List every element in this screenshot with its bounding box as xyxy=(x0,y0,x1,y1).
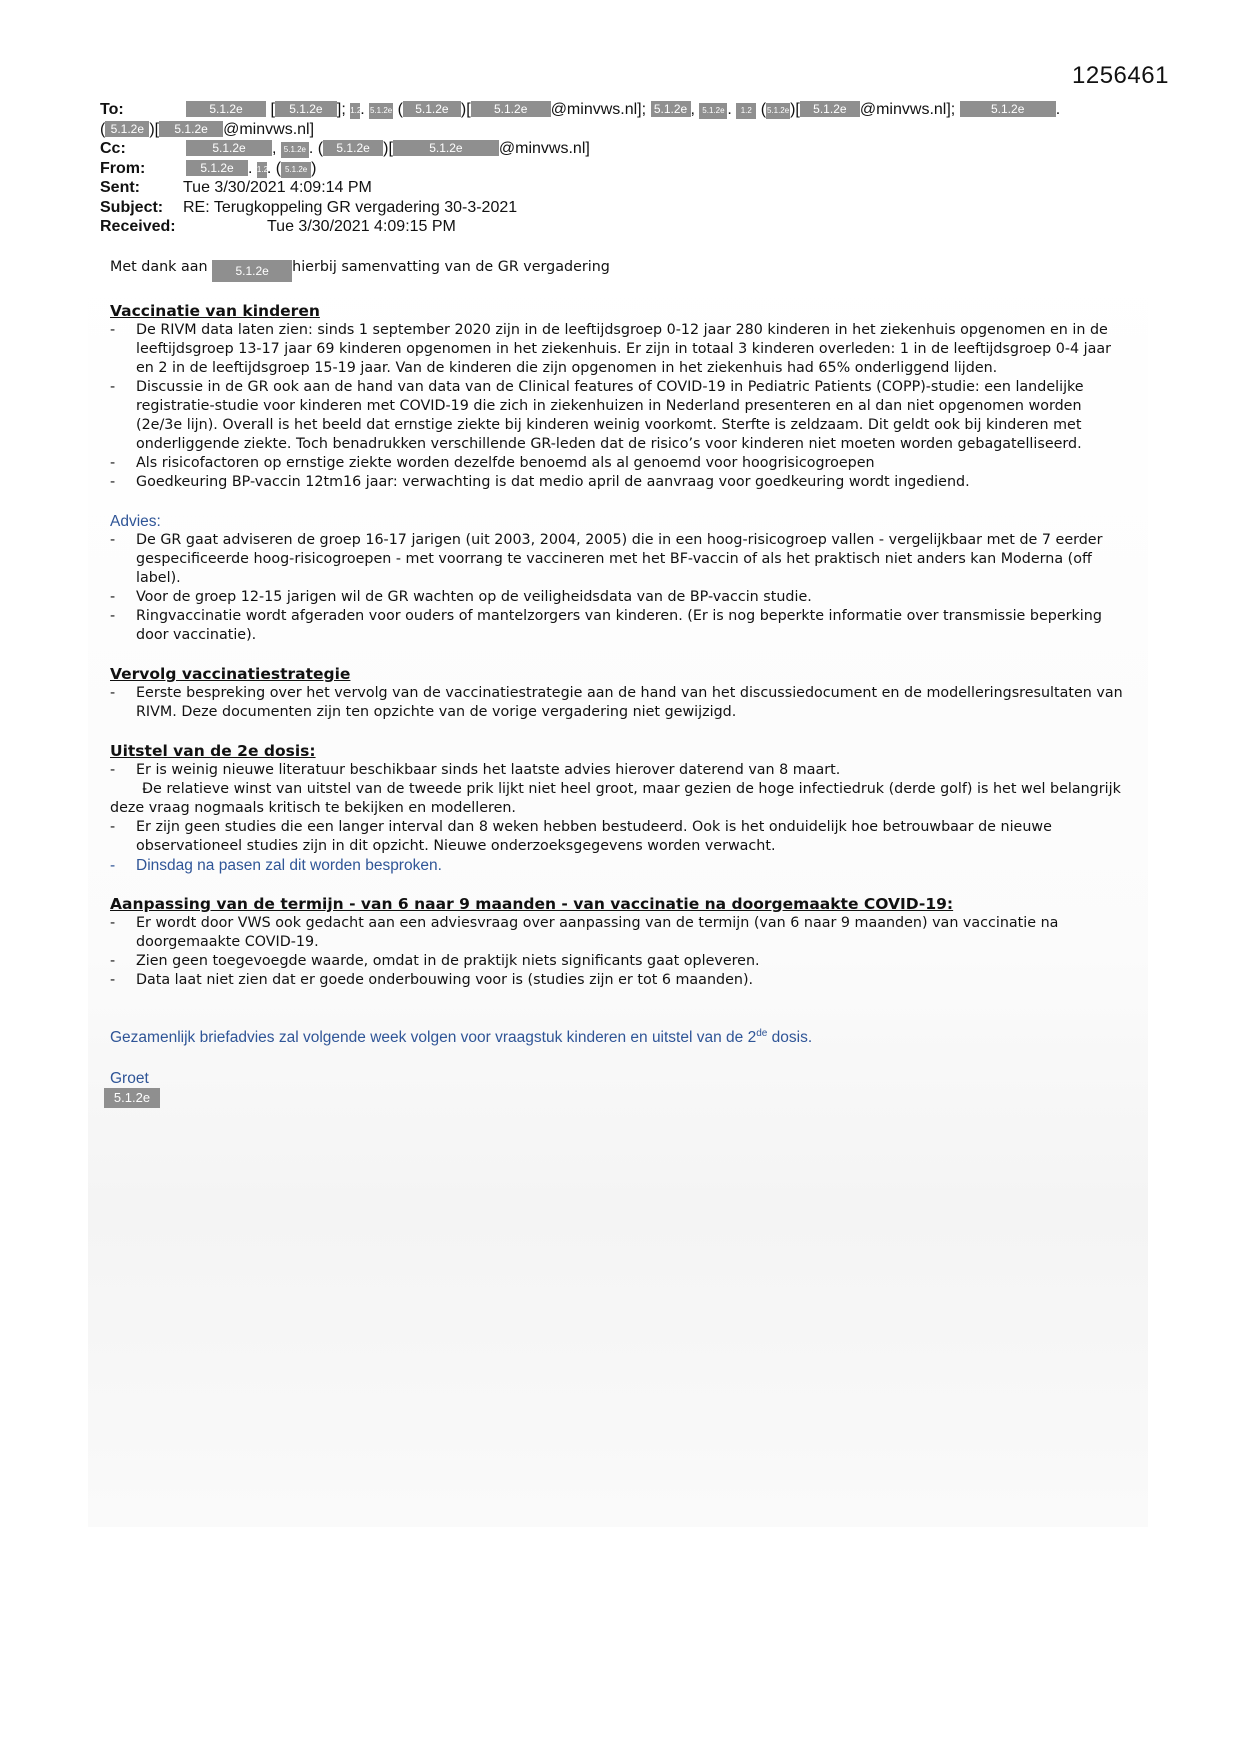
subject-value: RE: Terugkoppeling GR vergadering 30-3-2021 xyxy=(183,198,518,216)
list-item: - Eerste bespreking over het vervolg van de vaccinatiestrategie aan de hand van het discussiedocument en de modelleringsresultaten van RIVM. Deze documenten zijn ten opzichte van de vorige vergadering niet gewijzigd. xyxy=(110,684,1130,722)
redaction: 5.1.2e xyxy=(369,103,393,119)
received-value: Tue 3/30/2021 4:09:15 PM xyxy=(267,218,456,235)
list-item: - Voor de groep 12-15 jarigen wil de GR wachten op de veiligheidsdata van de BP-vaccin studie. xyxy=(110,588,1130,607)
from-line: From: 5.1.2e . 1.2. ( 5.1.2e ) xyxy=(100,159,317,177)
redaction: 1.2 xyxy=(257,162,267,178)
signature-redaction: 5.1.2e xyxy=(104,1088,160,1108)
redaction: 5.1.2e xyxy=(651,101,691,117)
redaction: 5.1.2e xyxy=(281,162,311,178)
document-id: 1256461 xyxy=(1072,62,1169,89)
redaction: 5.1.2e xyxy=(105,121,149,137)
email-body xyxy=(110,258,1130,1109)
list-item: - Goedkeuring BP-vaccin 12tm16 jaar: verwachting is dat medio april de aanvraag voor goedkeuring wordt ingediend. xyxy=(110,473,1130,492)
list-uitstel xyxy=(110,761,1130,875)
redaction: 1.2 xyxy=(736,103,756,119)
redaction: 5.1.2e xyxy=(323,140,383,156)
redaction: 5.1.2e xyxy=(471,101,551,117)
to-label: To: xyxy=(100,101,124,118)
list-item: - Er wordt door VWS ook gedacht aan een adviesvraag over aanpassing van de termijn (van 6 naar 9 maanden) van vaccinatie na doorgemaakte COVID-19. xyxy=(110,914,1130,952)
section-title-termijn: Aanpassing van de termijn - van 6 naar 9 maanden - van vaccinatie na doorgemaakte COVID-19: xyxy=(110,895,954,913)
list-termijn xyxy=(110,914,1130,990)
sent-value: Tue 3/30/2021 4:09:14 PM xyxy=(183,179,372,196)
redaction: 5.1.2e xyxy=(212,260,292,282)
section-title-kinderen: Vaccinatie van kinderen xyxy=(110,302,320,320)
received-label: Received: xyxy=(100,218,176,235)
section-title-uitstel: Uitstel van de 2e dosis: xyxy=(110,742,316,760)
cc-line: Cc: 5.1.2e , 5.1.2e . ( 5.1.2e )[ 5.1.2e @minvws.nl] xyxy=(100,140,590,157)
to-line-2: ( 5.1.2e )[ 5.1.2e @minvws.nl] xyxy=(100,120,315,138)
list-kinderen xyxy=(110,321,1130,492)
redaction: 5.1.2e xyxy=(186,160,248,176)
list-advies xyxy=(110,531,1130,645)
redaction: 5.1.2e xyxy=(699,103,727,119)
list-strategie xyxy=(110,684,1130,722)
list-item: - Er is weinig nieuwe literatuur beschikbaar sinds het laatste advies hierover daterend van 8 maart. xyxy=(110,761,1130,780)
section-title-strategie: Vervolg vaccinatiestrategie xyxy=(110,665,351,683)
sent-label: Sent: xyxy=(100,179,140,196)
email-domain: @minvws.nl]; xyxy=(859,101,956,118)
cc-label: Cc: xyxy=(100,140,126,157)
redaction: 5.1.2e xyxy=(186,101,266,117)
intro-line xyxy=(110,258,1130,282)
closing-advice-text: Gezamenlijk briefadvies zal volgende week volgen voor vraagstuk kinderen en uitstel van de 2 xyxy=(110,1029,757,1047)
intro-text: hierbij samenvatting van de GR vergadering xyxy=(292,259,610,275)
greeting: Groet xyxy=(110,1070,149,1088)
from-label: From: xyxy=(100,159,146,177)
email-domain: @minvws.nl] xyxy=(498,140,590,157)
redaction: 5.1.2e xyxy=(281,142,309,158)
redaction: 5.1.2e xyxy=(960,101,1056,117)
list-item: - Er zijn geen studies die een langer interval dan 8 weken hebben bestudeerd. Ook is het onduidelijk hoe betrouwbaar de nieuwe observationeel studies zijn in dit opzicht. Nieuwe onderzoeksgegevens worden verwacht. xyxy=(110,818,1130,856)
list-item: - Discussie in de GR ook aan de hand van data van de Clinical features of COVID-19 in Pediatric Patients (COPP)-studie: een landelijke registratie-studie voor kinderen met COVID-19 die zich in ziekenhuizen in Nederland presenteren en al dan niet opgenomen worden (2e/3e lijn). Overall is het beeld dat ernstige ziekte bij kinderen weinig voorkomt. Sterfte is zeldzaam. Dit geldt ook bij kinderen met onderliggende ziekte. Toch benadrukken verschillende GR-leden dat de risico’s voor kinderen niet moeten worden gebagatelliseerd. xyxy=(110,378,1130,454)
list-item: - Data laat niet zien dat er goede onderbouwing voor is (studies zijn er tot 6 maanden). xyxy=(110,971,1130,990)
sent-line xyxy=(100,178,1140,198)
redaction: 5.1.2e xyxy=(159,121,223,137)
redaction: 5.1.2e xyxy=(275,101,337,117)
redaction: 5.1.2e xyxy=(766,103,790,119)
list-item: - Zien geen toegevoegde waarde, omdat in de praktijk niets significants gaat opleveren. xyxy=(110,952,1130,971)
closing-advice-text: dosis. xyxy=(767,1029,813,1047)
list-item: - Dinsdag na pasen zal dit worden besproken. xyxy=(110,856,1130,875)
list-item: - De GR gaat adviseren de groep 16-17 jarigen (uit 2003, 2004, 2005) die in een hoog-risicogroep vallen - vergelijkbaar met de 7 eerder gespecificeerde hoog-risicogroepen - met voorrang te vaccineren met het BF-vaccin of als het praktisch niet anders kan Moderna (off label). xyxy=(110,531,1130,588)
to-line-1: To: 5.1.2e [ 5.1.2e ]; 1.2. 5.1.2e ( 5.1.2e )[ 5.1.2e @minvws.nl]; 5.1.2e , 5.1.2e . 1.2 (5.1.2e)[ 5.1.2e @minvws.nl]; 5.1.2e . xyxy=(100,101,1061,118)
subject-label: Subject: xyxy=(100,198,164,216)
redaction: 5.1.2e xyxy=(403,101,461,117)
subject-line xyxy=(100,198,1140,218)
list-item: - Als risicofactoren op ernstige ziekte worden dezelfde benoemd als al genoemd voor hoogrisicogroepen xyxy=(110,454,1130,473)
redaction: 5.1.2e xyxy=(800,101,860,117)
section-title-advies: Advies: xyxy=(110,513,161,530)
redaction: 5.1.2e xyxy=(393,140,499,156)
email-domain: @minvws.nl]; xyxy=(550,101,647,118)
list-item: - Ringvaccinatie wordt afgeraden voor ouders of mantelzorgers van kinderen. (Er is nog beperkte informatie over transmissie beperking door vaccinatie). xyxy=(110,607,1130,645)
list-item: - De RIVM data laten zien: sinds 1 september 2020 zijn in de leeftijdsgroep 0-12 jaar 280 kinderen in het ziekenhuis opgenomen en in de leeftijdsgroep 13-17 jaar 69 kinderen opgenomen in het ziekenhuis. Er zijn in totaal 3 kinderen overleden: 1 in de leeftijdsgroep 0-4 jaar en 2 in de leeftijdsgroep 15-19 jaar. Van de kinderen die zijn opgenomen in het ziekenhuis had 65% onderliggend lijden. xyxy=(110,321,1130,378)
intro-text: Met dank aan xyxy=(110,259,208,275)
redaction: 1.2 xyxy=(350,103,360,119)
redaction: 5.1.2e xyxy=(186,140,272,156)
closing-advice xyxy=(110,1024,1130,1047)
email-header xyxy=(100,100,1140,237)
closing-advice-sup: de xyxy=(756,1028,768,1039)
list-item: - De relatieve winst van uitstel van de tweede prik lijkt niet heel groot, maar gezien de hoge infectiedruk (derde golf) is het wel belangrijk deze vraag nogmaals kritisch te bekijken en modelleren. xyxy=(110,780,1130,818)
email-domain: @minvws.nl] xyxy=(223,120,315,138)
received-line xyxy=(100,217,1140,237)
